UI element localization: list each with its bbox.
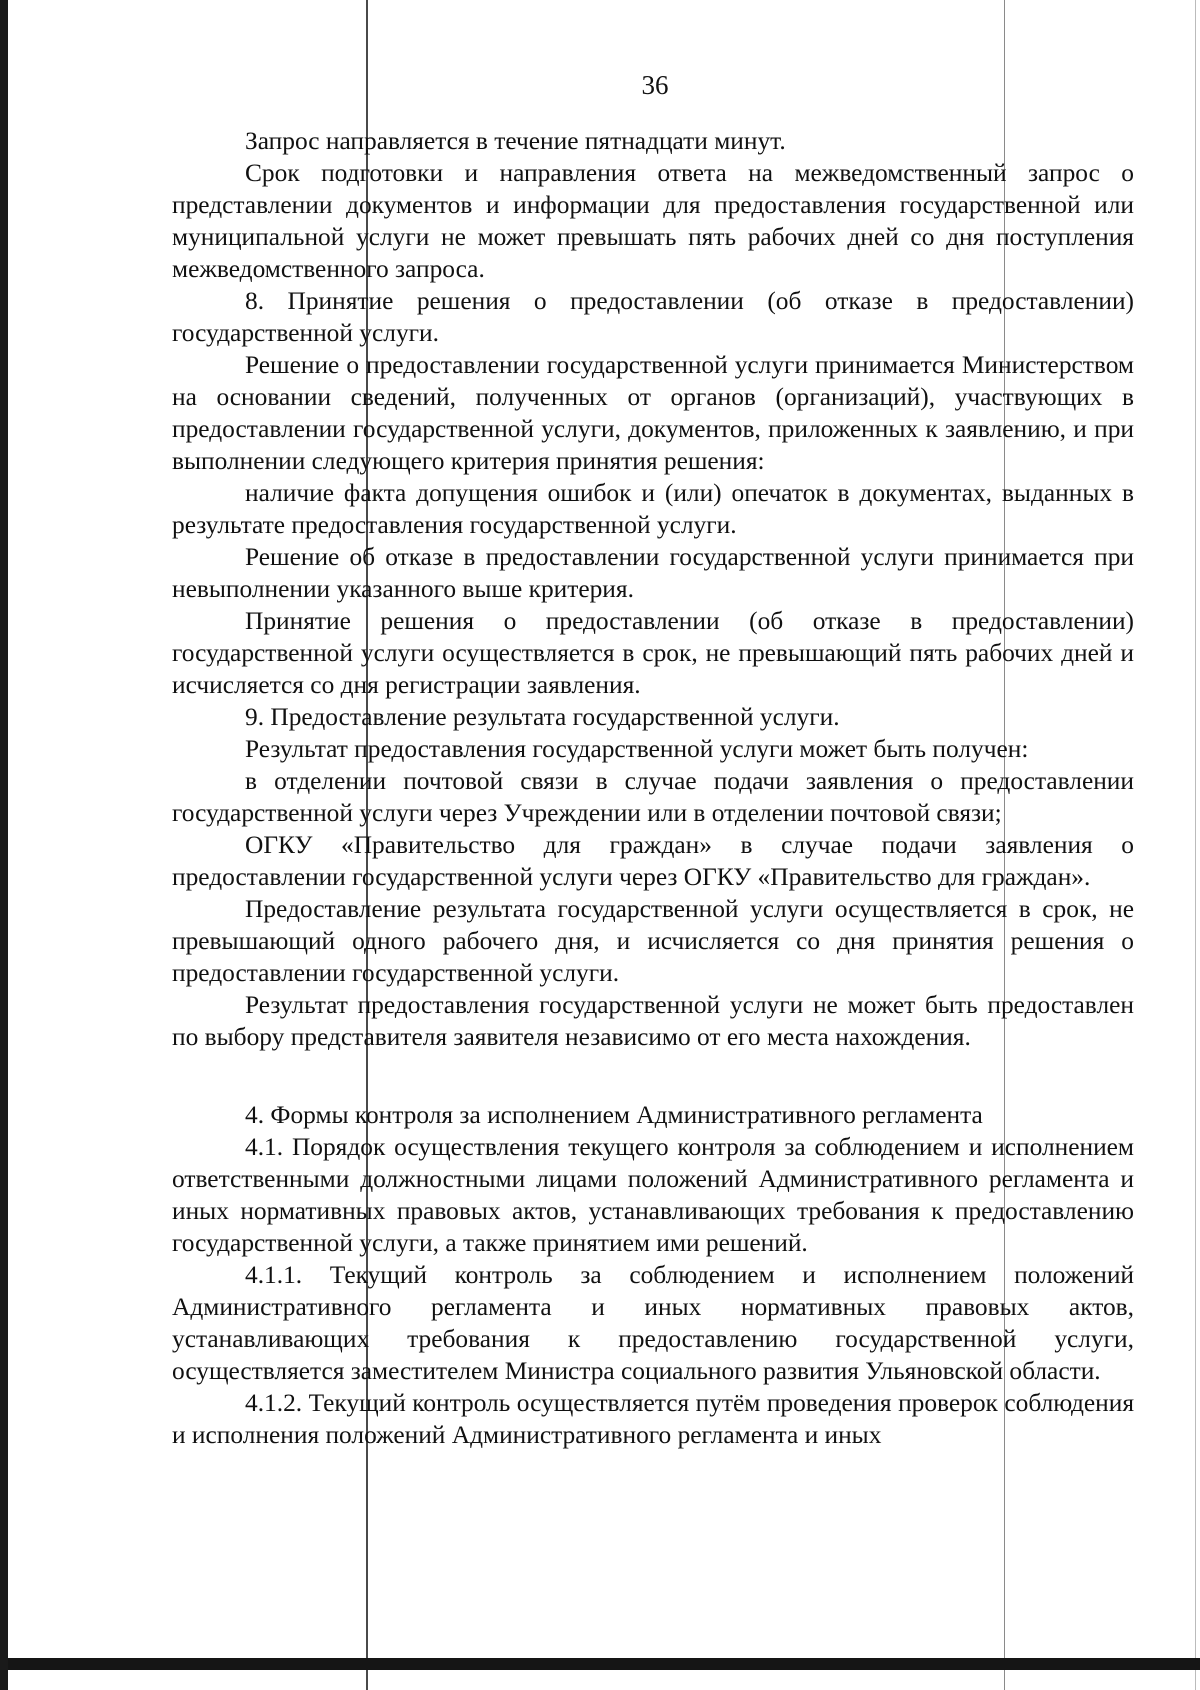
paragraph: ОГКУ «Правительство для граждан» в случае подачи заявления о предоставлении государственной услуги через ОГКУ «Правительство для граждан». bbox=[172, 831, 1134, 891]
paragraph: в отделении почтовой связи в случае подачи заявления о предоставлении государственной услуги через Учреждении или в отделении почтовой связи; bbox=[172, 767, 1134, 827]
page-number: 36 bbox=[641, 70, 669, 100]
paragraph: Принятие решения о предоставлении (об отказе в предоставлении) государственной услуги осуществляется в срок, не превышающий пять рабочих дней и исчисляется со дня регистрации заявления. bbox=[172, 607, 1134, 699]
paragraph: Решение об отказе в предоставлении государственной услуги принимается при невыполнении указанного выше критерия. bbox=[172, 543, 1134, 603]
document-body bbox=[172, 125, 1134, 1451]
paragraph: 8. Принятие решения о предоставлении (об отказе в предоставлении) государственной услуги. bbox=[172, 287, 1134, 347]
paragraph: наличие факта допущения ошибок и (или) опечаток в документах, выданных в результате предоставления государственной услуги. bbox=[172, 479, 1134, 539]
scan-bottom-edge bbox=[8, 1658, 1200, 1670]
paragraph: Результат предоставления государственной услуги может быть получен: bbox=[245, 735, 1029, 763]
paragraph: 4.1.1. Текущий контроль за соблюдением и исполнением положений Административного регламента и иных нормативных правовых актов, устанавливающих требования к предоставлению государственной услуги, осуществляется заместителем Министра социального развития Ульяновской области. bbox=[172, 1261, 1134, 1385]
section-heading: 4. Формы контроля за исполнением Административного регламента bbox=[245, 1101, 983, 1129]
section-spacer bbox=[172, 1053, 1134, 1099]
scan-left-edge bbox=[0, 0, 8, 1690]
paragraph: 4.1.2. Текущий контроль осуществляется путём проведения проверок соблюдения и исполнения положений Административного регламента и иных bbox=[172, 1389, 1134, 1449]
paragraph: Запрос направляется в течение пятнадцати минут. bbox=[245, 127, 786, 155]
paragraph: Решение о предоставлении государственной услуги принимается Министерством на основании сведений, полученных от органов (организаций), участвующих в предоставлении государственной услуги, документов, приложенных к заявлению, и при выполнении следующего критерия принятия решения: bbox=[172, 351, 1134, 475]
paragraph: Срок подготовки и направления ответа на межведомственный запрос о представлении документов и информации для предоставления государственной или муниципальной услуги не может превышать пять рабочих дней со дня поступления межведомственного запроса. bbox=[172, 159, 1134, 283]
paragraph: Результат предоставления государственной услуги не может быть предоставлен по выбору представителя заявителя независимо от его места нахождения. bbox=[172, 991, 1134, 1051]
scan-fold-line bbox=[1195, 0, 1196, 1690]
paragraph: 4.1. Порядок осуществления текущего контроля за соблюдением и исполнением ответственными должностными лицами положений Административного регламента и иных нормативных правовых актов, устанавливающих требования к предоставлению государственной услуги, а также принятием ими решений. bbox=[172, 1133, 1134, 1257]
paragraph: 9. Предоставление результата государственной услуги. bbox=[245, 703, 840, 731]
paragraph: Предоставление результата государственной услуги осуществляется в срок, не превышающий одного рабочего дня, и исчисляется со дня принятия решения о предоставлении государственной услуги. bbox=[172, 895, 1134, 987]
